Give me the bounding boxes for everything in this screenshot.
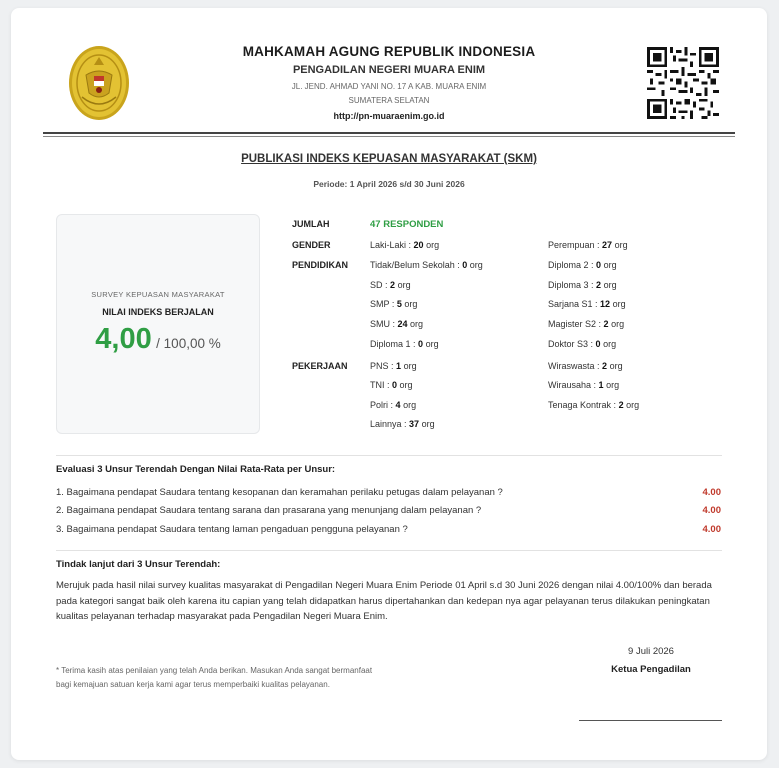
gender-label: GENDER [292,240,331,250]
publication-period: Periode: 1 April 2026 s/d 30 Juni 2026 [313,179,465,189]
court-address: JL. JEND. AHMAD YANI NO. 17 A KAB. MUARA ENIM [291,82,487,91]
score-value-line [57,323,259,356]
document-card [11,8,767,760]
jumlah-value: 47 RESPONDEN [370,219,444,230]
pendidikan-item: Sarjana S1 : 12 org [548,299,626,309]
signature-line [579,720,722,721]
score-value: 4,00 [95,323,152,355]
header-divider [43,132,735,134]
signature-date: 9 Juli 2026 [628,646,674,657]
evaluation-item-text: 3. Bagaimana pendapat Saudara tentang laman pengaduan pengguna pelayanan ? [56,524,408,535]
pekerjaan-item: PNS : 1 org [370,361,417,371]
evaluation-item-value: 4.00 [702,524,721,535]
court-province: SUMATERA SELATAN [348,96,430,105]
gender-item: Perempuan : 27 org [548,240,628,250]
pendidikan-item: SD : 2 org [370,280,411,290]
pendidikan-item: Diploma 3 : 2 org [548,280,617,290]
evaluation-item-text: 2. Bagaimana pendapat Saudara tentang sarana dan prasarana yang menunjang dalam pelayanan ? [56,505,482,516]
evaluation-item-text: 1. Bagaimana pendapat Saudara tentang kesopanan dan keramahan perilaku petugas dalam pelayanan ? [56,487,503,498]
pekerjaan-item: Tenaga Kontrak : 2 org [548,400,640,410]
score-max: / 100,00 % [156,336,221,351]
pekerjaan-item: Polri : 4 org [370,400,417,410]
score-panel [56,214,260,434]
gender-item: Laki-Laki : 20 org [370,240,440,250]
pendidikan-item: Magister S2 : 2 org [548,319,625,329]
evaluation-item-value: 4.00 [702,505,721,516]
pekerjaan-item: TNI : 0 org [370,380,413,390]
pendidikan-item: SMU : 24 org [370,319,424,329]
court-website-link[interactable]: http://pn-muaraenim.go.id [333,111,445,121]
thank-you-note: * Terima kasih atas penilaian yang telah Anda berikan. Masukan Anda sangat bermanfaat bagi kemajuan satuan kerja kami agar terus memperbaiki kualitas pelayanan. [56,666,373,689]
pendidikan-item: SMP : 5 org [370,299,418,309]
publication-title: PUBLIKASI INDEKS KEPUASAN MASYARAKAT (SKM) [241,153,537,165]
pekerjaan-item: Wirausaha : 1 org [548,380,620,390]
pekerjaan-label: PEKERJAAN [292,361,348,371]
pendidikan-item: Tidak/Belum Sekolah : 0 org [370,260,483,270]
pendidikan-item: Diploma 1 : 0 org [370,339,439,349]
pendidikan-item: Doktor S3 : 0 org [548,339,617,349]
pekerjaan-item: Lainnya : 37 org [370,419,435,429]
institution-name: MAHKAMAH AGUNG REPUBLIK INDONESIA [242,44,536,59]
evaluation-title: Evaluasi 3 Unsur Terendah Dengan Nilai Rata-Rata per Unsur: [56,464,336,475]
court-name: PENGADILAN NEGERI MUARA ENIM [292,64,486,76]
section-divider [56,550,722,551]
evaluation-item-value: 4.00 [702,487,721,498]
score-subtitle: NILAI INDEKS BERJALAN [102,307,214,317]
section-divider [56,455,722,456]
pendidikan-item: Diploma 2 : 0 org [548,260,617,270]
signature-title: Ketua Pengadilan [611,664,691,675]
qr-code [647,47,719,119]
score-label: SURVEY KEPUASAN MASYARAKAT [91,290,225,299]
jumlah-label: JUMLAH [292,219,330,229]
header-divider-thin [43,136,735,137]
pendidikan-label: PENDIDIKAN [292,260,349,270]
pekerjaan-item: Wiraswasta : 2 org [548,361,623,371]
followup-title: Tindak lanjut dari 3 Unsur Terendah: [56,559,221,570]
followup-text: Merujuk pada hasil nilai survey kualitas masyarakat di Pengadilan Negeri Muara Enim Periode 01 April s.d 30 Juni 2026 dengan nilai 4.00/100% dan berada pada kategori sangat baik oleh karena itu capian yang telah didapatkan harus dipertahankan dan kedepan nya agar pelayanan terus dilakukan peningkatan kualitas pelayanan terhadap masyarakat pada Pengadilan Negeri Muara Enim. [56,580,712,622]
